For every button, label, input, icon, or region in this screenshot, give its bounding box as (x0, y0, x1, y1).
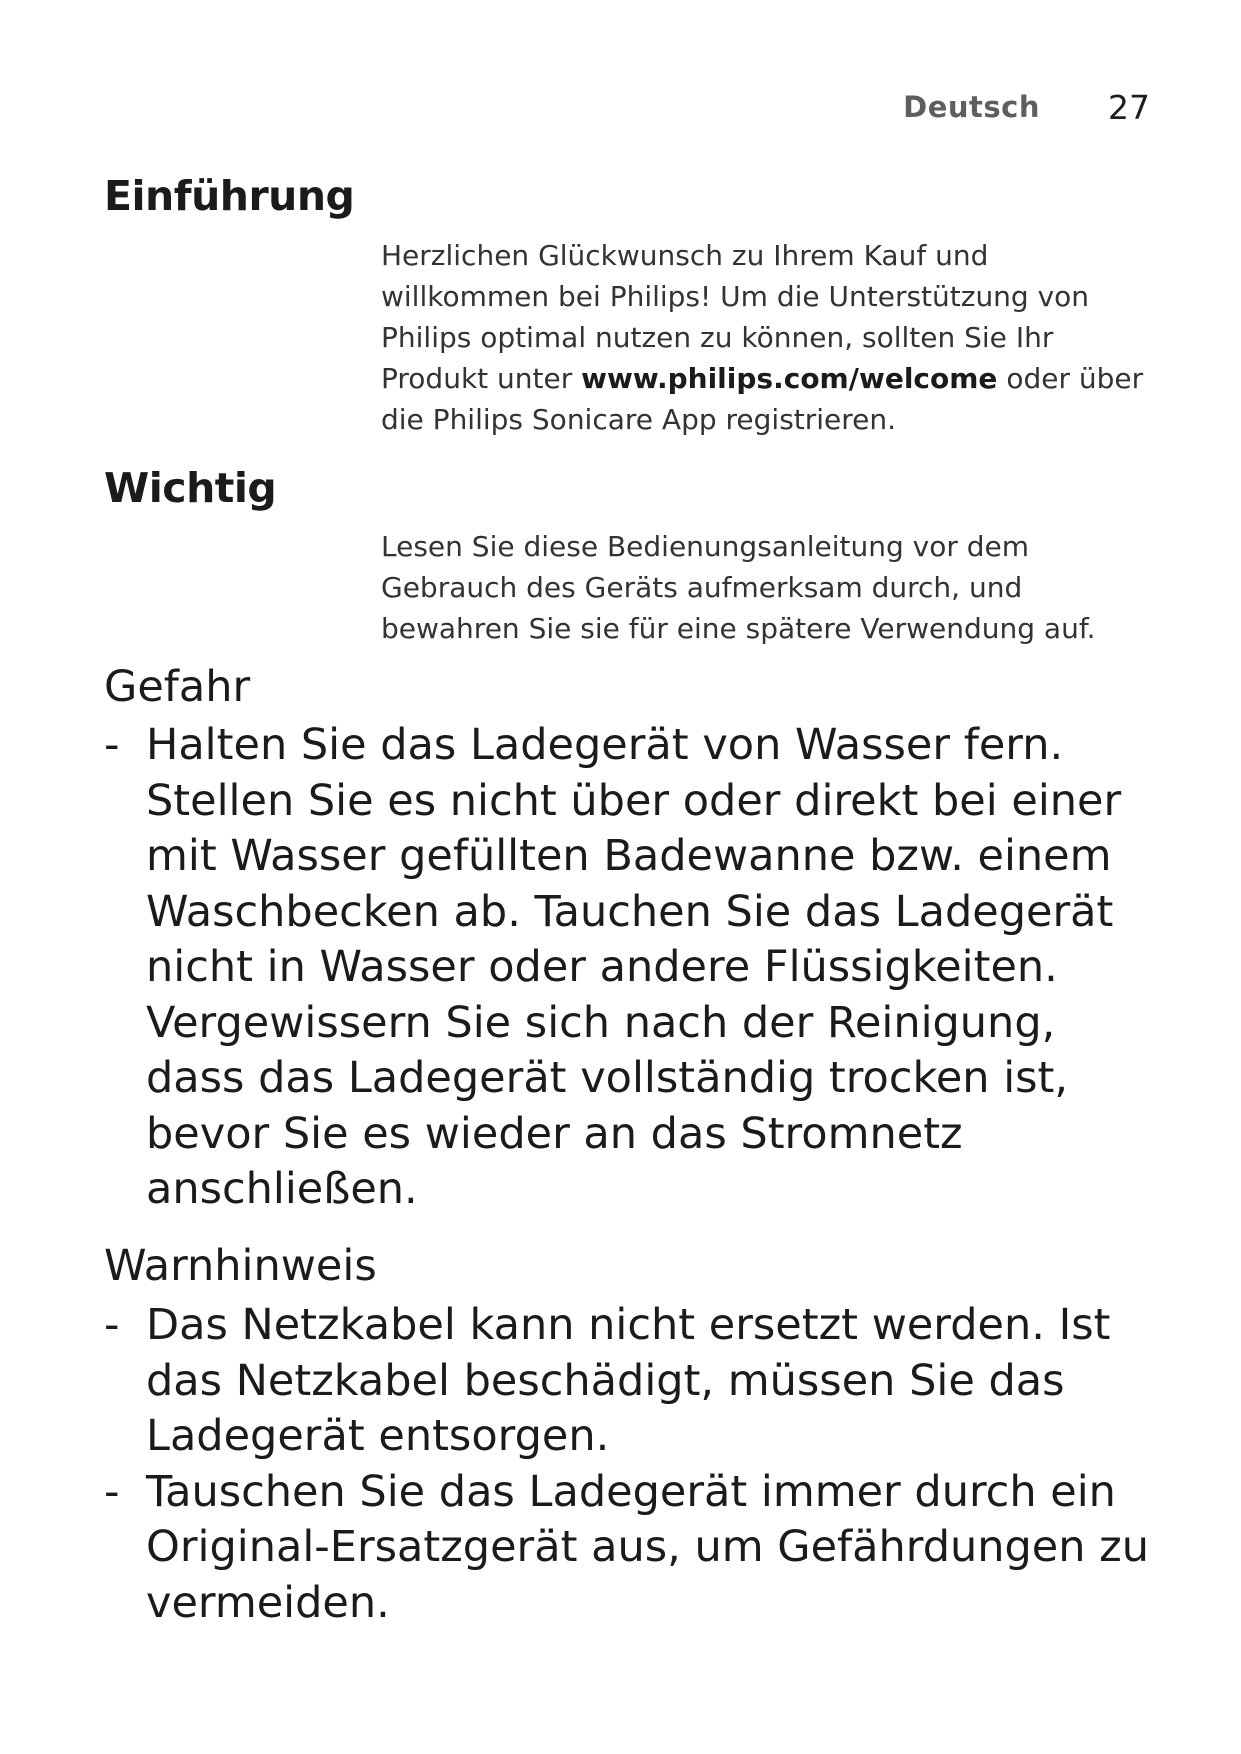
section-title-warning: Warnhinweis (104, 1241, 377, 1291)
important-paragraph: Lesen Sie diese Bedienungsanleitung vor dem Gebrauch des Geräts aufmerksam durch, und bewahren Sie sie für eine spätere Verwendung auf. (381, 530, 1096, 645)
section-title-important: Wichtig (104, 464, 277, 512)
warning-list (104, 1298, 1164, 1631)
list-item (104, 1298, 1164, 1465)
section-title-danger: Gefahr (104, 662, 251, 712)
bullet-dash: - (104, 1466, 120, 1517)
warning-item-text: Das Netzkabel kann nicht ersetzt werden. Ist das Netzkabel beschädigt, müssen Sie das Ladegerät entsorgen. (146, 1300, 1111, 1461)
warning-item-text: Tauschen Sie das Ladegerät immer durch ein Original-Ersatzgerät aus, um Gefährdungen zu vermeiden. (146, 1466, 1150, 1628)
list-item (104, 1465, 1164, 1632)
page-number: 27 (1108, 88, 1150, 127)
registration-link[interactable]: www.philips.com/welcome (581, 362, 998, 395)
bullet-dash: - (104, 1300, 120, 1350)
danger-list (104, 718, 1164, 1218)
danger-item-text: Halten Sie das Ladegerät von Wasser fern. Stellen Sie es nicht über oder direkt bei einer mit Wasser gefüllten Badewanne bzw. einem Waschbecken ab. Tauchen Sie das Ladegerät nicht in Wasser oder andere Flüssigkeiten. Vergewissern Sie sich nach der Reinigung, dass das Ladegerät vollständig trocken ist, bevor Sie es wieder an das Stromnetz anschließen. (146, 720, 1122, 1214)
introduction-text-before-link: Herzlichen Glückwunsch zu Ihrem Kauf und willkommen bei Philips! Um die Unterstützung von Philips optimal nutzen zu können, sollten Sie Ihr Produkt unter (381, 239, 1090, 395)
introduction-paragraph (381, 235, 1161, 440)
header-language: Deutsch (903, 90, 1040, 124)
section-title-introduction: Einführung (104, 172, 355, 220)
introduction-text-after-link: oder über die Philips Sonicare App registrieren. (381, 362, 1144, 436)
bullet-dash: - (104, 720, 120, 770)
list-item (104, 718, 1164, 1218)
